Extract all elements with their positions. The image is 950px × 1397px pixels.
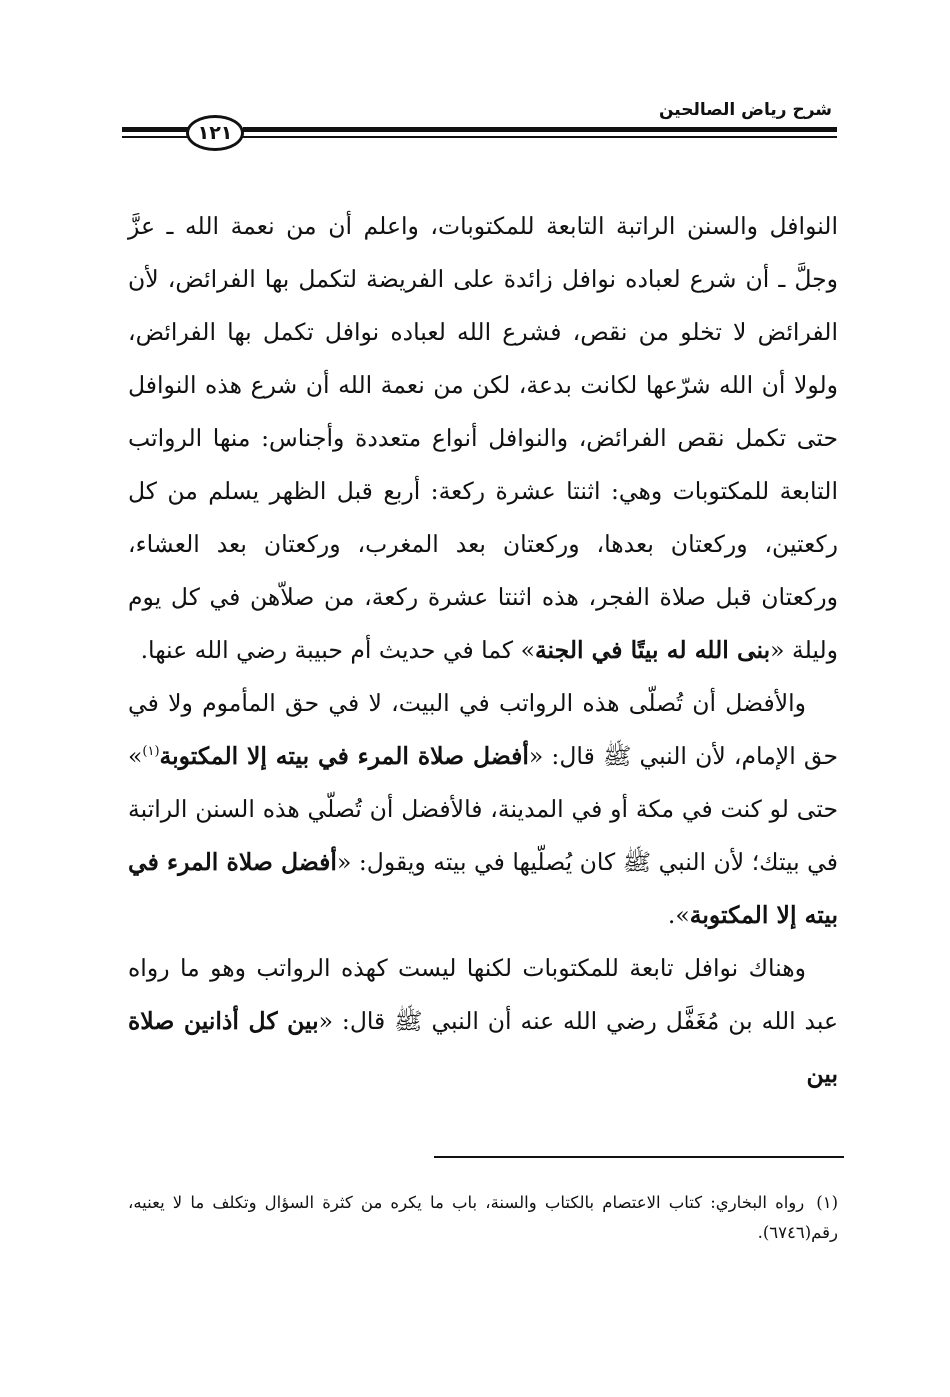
text-span: ». — [667, 901, 690, 929]
text-span: وهناك نوافل تابعة للمكتوبات لكنها ليست كهذه الرواتب وهو ما رواه عبد الله بن مُغَفَّل رضي الله عنه أن النبي ﷺ قال: « — [128, 954, 839, 1035]
text-span: » كما في حديث أم حبيبة رضي الله عنها. — [140, 636, 535, 664]
header-rule-left — [122, 123, 189, 144]
running-header-title: شرح رياض الصالحين — [658, 100, 832, 120]
paragraph-3 — [128, 942, 838, 1101]
hadith-quote: بنى الله له بيتًا في الجنة — [534, 636, 771, 664]
header-rule-right — [243, 123, 837, 144]
footnote-text: رواه البخاري: كتاب الاعتصام بالكتاب والسنة، باب ما يكره من كثرة السؤال وتكلف ما لا يعنيه، رقم(٦٧٤٦). — [128, 1193, 838, 1242]
text-span: والأفضل أن تُصلّى هذه الرواتب في البيت، لا في حق المأموم ولا في حق الإمام، لأن النبي ﷺ قال: « — [128, 689, 838, 770]
paragraph-2 — [128, 677, 838, 942]
footnote-divider — [434, 1156, 844, 1158]
hadith-quote: أفضل صلاة المرء في بيته إلا المكتوبة — [159, 742, 529, 770]
footnote-number: (١) — [816, 1193, 838, 1212]
footnote — [128, 1188, 838, 1248]
hadith-quote: أفضل صلاة المرء في بيته إلا المكتوبة — [128, 848, 838, 929]
footnote-reference[interactable]: (١) — [142, 744, 160, 760]
paragraph-1 — [128, 200, 838, 677]
page-number: ١٢١ — [186, 115, 244, 151]
text-span: » حتى لو كنت في مكة أو في المدينة، فالأفضل أن تُصلّي هذه السنن الراتبة في بيتك؛ لأن النبي ﷺ كان يُصلّيها في بيته ويقول: « — [128, 742, 839, 876]
hadith-quote: بين كل أذانين صلاة بين — [128, 1007, 838, 1088]
text-span: النوافل والسنن الراتبة التابعة للمكتوبات، واعلم أن من نعمة الله ـ عزَّ وجلَّ ـ أن شرع لعباده نوافل زائدة على الفريضة لتكمل بها الفرائض، لأن الفرائض لا تخلو من نقص، فشرع الله لعباده نوافل تكمل بها الفرائض، ولولا أن الله شرّعها لكانت بدعة، لكن من نعمة الله أن شرع هذه النوافل حتى تكمل نقص الفرائض، والنوافل أنواع متعددة وأجناس: منها الرواتب التابعة للمكتوبات وهي: اثنتا عشرة ركعة: أربع قبل الظهر يسلم من كل ركعتين، وركعتان بعدها، وركعتان بعد المغرب، وركعتان بعد العشاء، وركعتان قبل صلاة الفجر، هذه اثنتا عشرة ركعة، من صلاّهن في كل يوم وليلة « — [128, 212, 838, 664]
main-text — [128, 200, 838, 1101]
